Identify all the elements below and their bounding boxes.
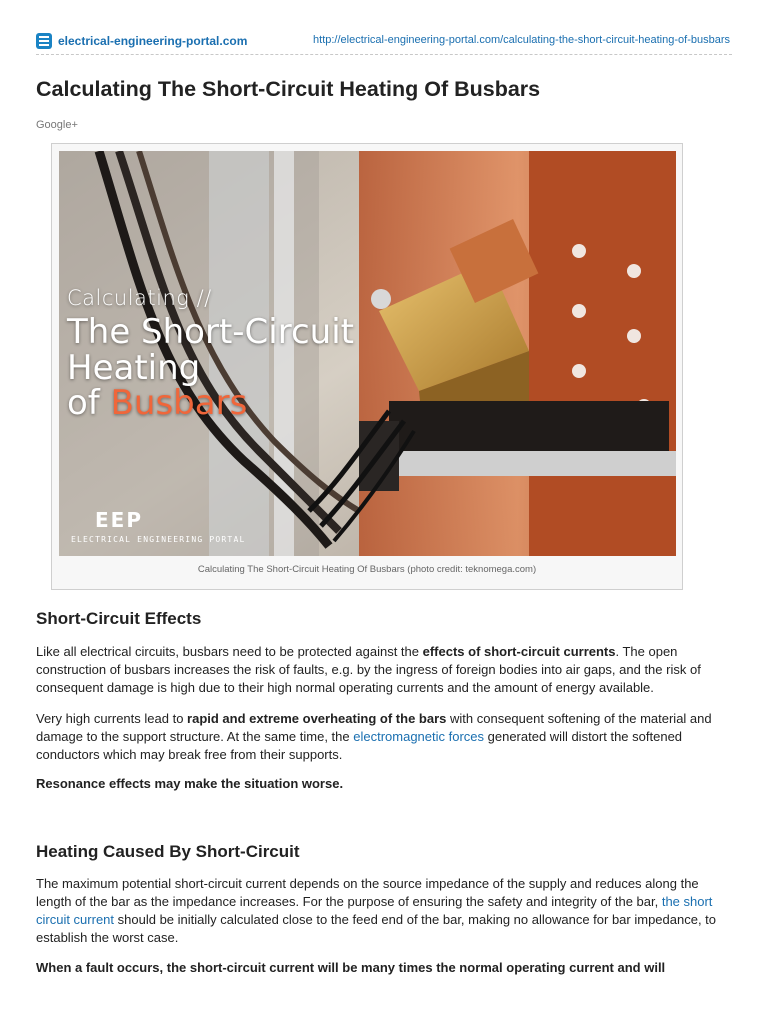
paragraph-effects-1 (36, 643, 736, 697)
overlay-accent-word: Busbars (110, 383, 248, 424)
busbar-photo (59, 151, 676, 556)
page-url[interactable]: http://electrical-engineering-portal.com/calculating-the-short-circuit-heating-of-busbars (313, 34, 730, 46)
overlay-line-1: Calculating // (67, 286, 212, 310)
article-title: Calculating The Short-Circuit Heating Of Busbars (36, 77, 541, 101)
section-heading-heating: Heating Caused By Short-Circuit (36, 842, 300, 861)
eep-logo-text: ELECTRICAL ENGINEERING PORTAL (71, 535, 246, 544)
link-electromagnetic-forces[interactable]: electromagnetic forces (353, 729, 485, 744)
figure-caption: Calculating The Short-Circuit Heating Of Busbars (photo credit: teknomega.com) (197, 564, 537, 575)
text-segment: Like all electrical circuits, busbars need to be protected against the (36, 644, 423, 659)
paragraph-effects-2 (36, 710, 736, 764)
text-segment: with consequent softening of the material and damage to the support structure. At the same time, the (36, 711, 712, 744)
text-segment: The maximum potential short-circuit current depends on the source impedance of the supply and reduces along the length of the bar as the impedance increases. For the purpose of ensuring the safety and integrity of the bar, (36, 876, 699, 909)
site-menu-icon (36, 33, 52, 49)
text-segment: should be initially calculated close to the feed end of the bar, making no allowance for bar impedance, to establish the worst case. (36, 912, 717, 945)
article-figure (51, 143, 683, 590)
overlay-line-2: The Short-Circuit (67, 312, 354, 353)
text-segment: . The open construction of busbars increases the risk of faults, e.g. by the ingress of foreign bodies into air gaps, and the risk of consequent damage is high due to their high normal operating currents and the amount of energy available. (36, 644, 701, 695)
site-name[interactable]: electrical-engineering-portal.com (58, 34, 248, 48)
paragraph-heating-2 (36, 959, 736, 977)
overlay-line-3: Heating (67, 347, 201, 388)
overlay-line-4-prefix: of (67, 383, 111, 424)
bold-text: Resonance effects may make the situation worse. (36, 776, 344, 791)
bold-text: rapid and extreme overheating of the bars (187, 711, 447, 726)
link-short-circuit-current[interactable]: the short circuit current (36, 894, 713, 927)
eep-logo-mark: EEP (95, 509, 143, 531)
google-plus-link[interactable]: Google+ (36, 119, 78, 131)
bold-text: effects of short-circuit currents (422, 644, 616, 659)
bold-text: When a fault occurs, the short-circuit current will be many times the normal operating current and will (36, 960, 666, 975)
photo-overlay-title (67, 287, 354, 422)
site-link[interactable] (36, 33, 247, 49)
text-segment: generated will distort the softened conductors which may break free from their supports. (36, 729, 683, 762)
paragraph-effects-3 (36, 775, 736, 793)
paragraph-heating-1 (36, 875, 736, 947)
text-segment: Very high currents lead to (36, 711, 188, 726)
overlay-line-4 (67, 383, 354, 424)
eep-logo (95, 509, 175, 531)
section-heading-effects: Short-Circuit Effects (36, 609, 202, 628)
site-header (36, 30, 732, 55)
